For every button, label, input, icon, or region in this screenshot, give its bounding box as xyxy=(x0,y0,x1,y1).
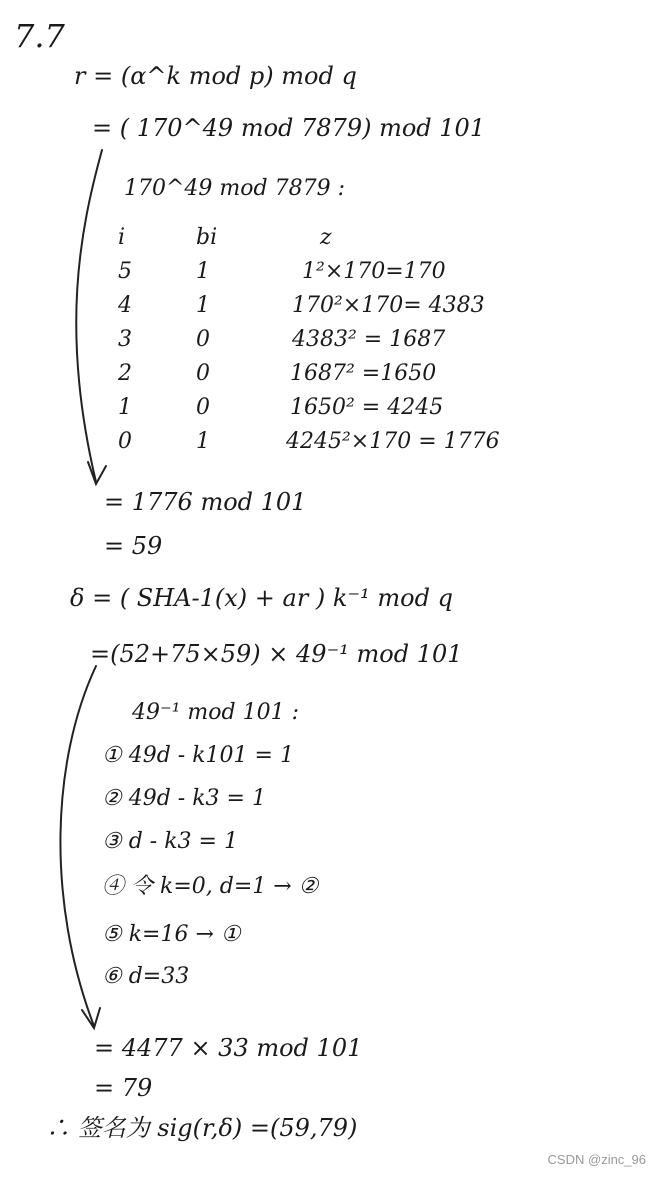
cell-i: 3 xyxy=(118,326,132,352)
cell-i: 2 xyxy=(118,360,132,386)
inverse-step-1: ① 49d - k101 = 1 xyxy=(102,743,294,768)
cell-bi: 0 xyxy=(196,394,210,420)
inverse-step-5: ⑤ k=16 → ① xyxy=(102,922,241,947)
cell-bi: 1 xyxy=(196,258,210,284)
s-formula-line1: δ = ( SHA-1(x) + ar ) k⁻¹ mod q xyxy=(70,584,453,612)
cell-bi: 0 xyxy=(196,326,210,352)
signature-conclusion: ∴ 签名为 sig(r,δ) =(59,79) xyxy=(46,1114,358,1142)
upper-curved-arrow-icon xyxy=(76,150,106,484)
cell-z: 4383² = 1687 xyxy=(292,326,446,352)
section-number: 7.7 xyxy=(14,17,65,55)
column-header-bi: bi xyxy=(196,224,218,250)
modexp-result-line2: = 59 xyxy=(104,532,163,560)
lower-curved-arrow-icon xyxy=(60,666,100,1028)
cell-i: 0 xyxy=(118,428,132,454)
cell-bi: 0 xyxy=(196,360,210,386)
inverse-step-4: ④ 令 k=0, d=1 → ② xyxy=(102,874,319,899)
cell-bi: 1 xyxy=(196,428,210,454)
modexp-result-line1: = 1776 mod 101 xyxy=(104,488,307,516)
cell-z: 4245²×170 = 1776 xyxy=(286,428,500,454)
inverse-result-line2: = 79 xyxy=(94,1074,153,1102)
column-header-i: i xyxy=(118,224,126,250)
cell-z: 1650² = 4245 xyxy=(290,394,444,420)
cell-i: 1 xyxy=(118,394,132,420)
s-formula-line2: =(52+75×59) × 49⁻¹ mod 101 xyxy=(90,640,463,668)
inverse-heading: 49⁻¹ mod 101 : xyxy=(132,700,299,725)
cell-z: 1687² =1650 xyxy=(290,360,437,386)
r-formula-line2: = ( 170^49 mod 7879) mod 101 xyxy=(92,114,486,142)
cell-z: 1²×170=170 xyxy=(302,258,446,284)
inverse-result-line1: = 4477 × 33 mod 101 xyxy=(94,1034,363,1062)
inverse-step-3: ③ d - k3 = 1 xyxy=(102,829,238,854)
inverse-step-2: ② 49d - k3 = 1 xyxy=(102,786,266,811)
modexp-heading: 170^49 mod 7879 : xyxy=(124,176,345,201)
inverse-step-6: ⑥ d=33 xyxy=(102,964,190,989)
column-header-z: z xyxy=(320,224,332,250)
cell-bi: 1 xyxy=(196,292,210,318)
watermark: CSDN @zinc_96 xyxy=(547,1152,646,1167)
cell-z: 170²×170= 4383 xyxy=(292,292,485,318)
cell-i: 5 xyxy=(118,258,132,284)
cell-i: 4 xyxy=(118,292,132,318)
r-formula-line1: r = (α^k mod p) mod q xyxy=(74,62,357,90)
